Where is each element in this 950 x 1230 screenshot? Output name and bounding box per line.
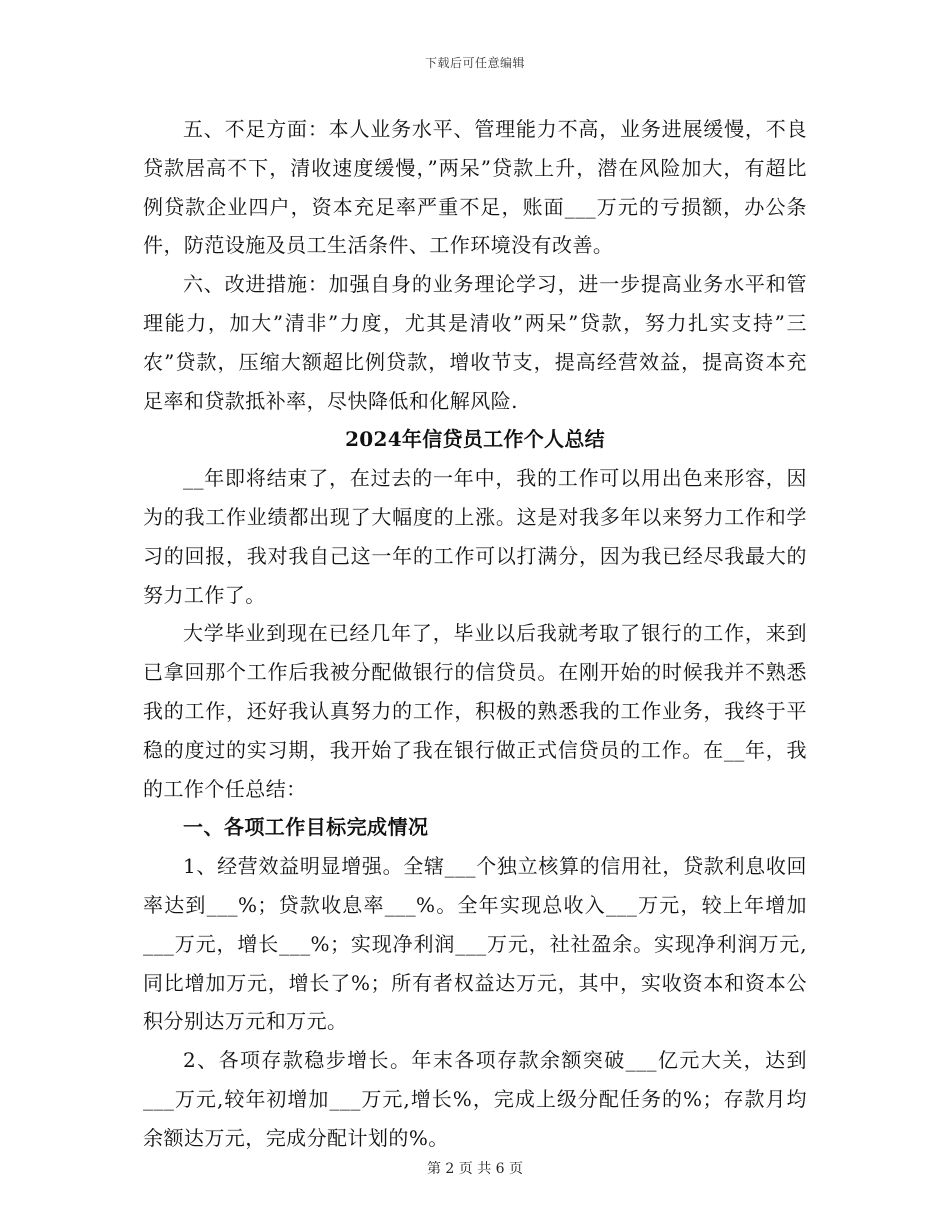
paragraph-improvements: 六、改进措施：加强自身的业务理论学习，进一步提高业务水平和管理能力，加大”清非”力度，尤其是清收”两呆”贷款，努力扎实支持”三农”贷款，压缩大额超比例贷款，增收节支，提高经营效益，提高资本充足率和贷款抵补率，尽快降低和化解风险. bbox=[143, 272, 807, 413]
paragraph-intro: __年即将结束了，在过去的一年中，我的工作可以用出色来形容，因为的我工作业绩都出现了大幅度的上涨。这是对我多年以来努力工作和学习的回报，我对我自己这一年的工作可以打满分，因为我已经尽我最大的努力工作了。 bbox=[143, 466, 807, 607]
paragraph-shortcomings: 五、不足方面：本人业务水平、管理能力不高，业务进展缓慢，不良贷款居高不下，清收速度缓慢，”两呆”贷款上升，潜在风险加大，有超比例贷款企业四户，资本充足率严重不足，账面___万元的亏损额，办公条件，防范设施及员工生活条件、工作环境没有改善。 bbox=[143, 117, 807, 258]
page-number: 第 2 页 共 6 页 bbox=[426, 1161, 524, 1177]
paragraph-background: 大学毕业到现在已经几年了，毕业以后我就考取了银行的工作，来到已拿回那个工作后我被分配做银行的信贷员。在刚开始的时候我并不熟悉我的工作，还好我认真努力的工作，积极的熟悉我的工作业务，我终于平稳的度过的实习期，我开始了我在银行做正式信贷员的工作。在__年，我的工作个任总结： bbox=[143, 621, 807, 801]
page-header: 下载后可任意编辑 bbox=[424, 56, 525, 70]
section-heading: 一、各项工作目标完成情况 bbox=[183, 815, 429, 840]
document-body bbox=[143, 110, 807, 1158]
document-title: 2024年信贷员工作个人总结 bbox=[345, 427, 605, 452]
paragraph-item-1: 1、经营效益明显增强。全辖___个独立核算的信用社，贷款利息收回率达到___%；贷款收息率___%。全年实现总收入___万元，较上年增加___万元，增长___%；实现净利润___万元，社社盈余。实现净利润万元,同比增加万元，增长了%；所有者权益达万元，其中，实收资本和资本公积分别达万元和万元。 bbox=[143, 854, 807, 1034]
paragraph-item-2: 2、各项存款稳步增长。年末各项存款余额突破___亿元大关，达到___万元,较年初增加___万元,增长%，完成上级分配任务的%；存款月均余额达万元，完成分配计划的%。 bbox=[143, 1048, 807, 1150]
